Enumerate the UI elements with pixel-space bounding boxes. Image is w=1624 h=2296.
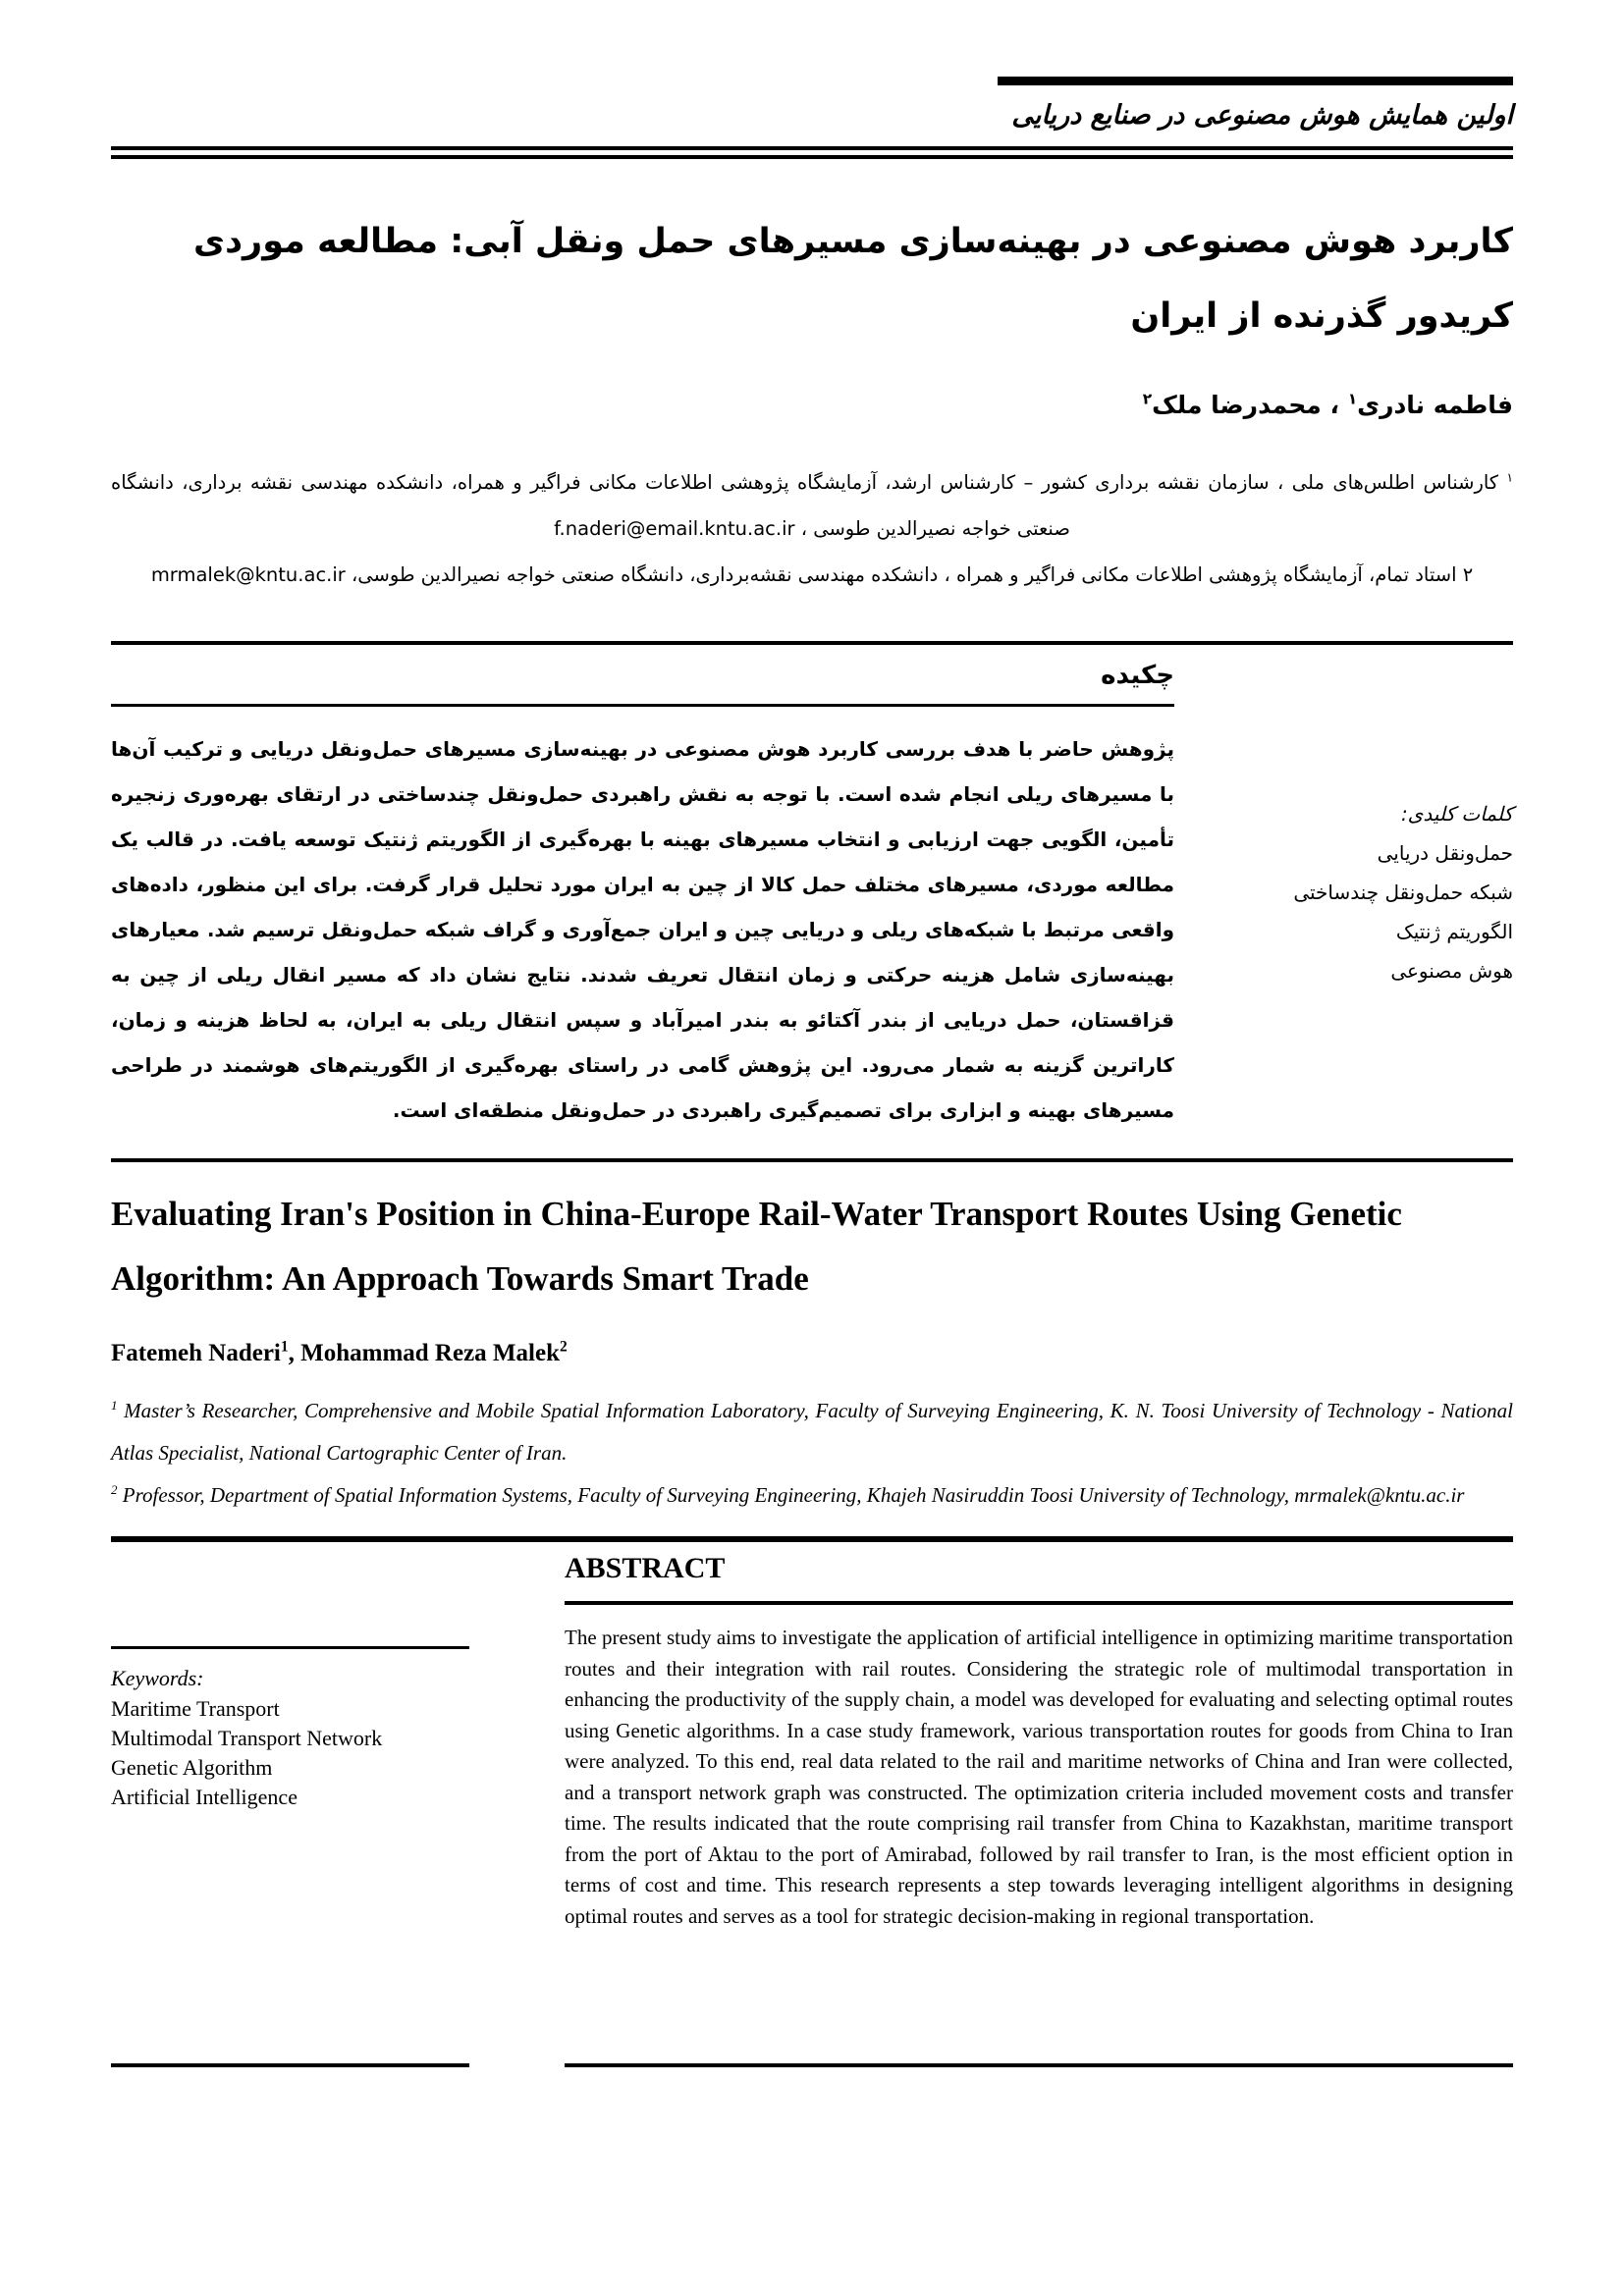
divider-below-fa-abstract <box>111 1158 1513 1162</box>
affiliation-fa-2-number: ۲ <box>1462 563 1474 586</box>
en-abstract-heading-underline <box>565 1601 1513 1605</box>
en-keyword-item: Maritime Transport <box>111 1696 280 1721</box>
fa-keyword-item: حمل‌ونقل دریایی <box>1377 841 1513 865</box>
en-keyword-item: Multimodal Transport Network <box>111 1726 383 1750</box>
en-abstract-section <box>111 1542 1513 2067</box>
fa-keywords-label: کلمات کلیدی: <box>1400 802 1513 826</box>
affiliation-en-2-text: Professor, Department of Spatial Information Systems, Faculty of Surveying Engineering, Khajeh Nasiruddin Toosi University of Technology, mrmalek@kntu.ac.ir <box>117 1483 1465 1507</box>
en-abstract-column <box>565 1542 1513 2067</box>
affiliation-fa-1 <box>111 459 1513 552</box>
affiliation-fa-2 <box>111 552 1513 598</box>
affiliation-en-1-superscript: 1 <box>111 1398 118 1413</box>
en-keyword-item: Genetic Algorithm <box>111 1755 273 1780</box>
author-fa-2-superscript: ۲ <box>1142 390 1153 408</box>
en-abstract-heading: ABSTRACT <box>565 1552 726 1584</box>
en-abstract-bottom-rule <box>565 2063 1513 2067</box>
fa-keyword-item: هوش مصنوعی <box>1390 959 1513 983</box>
conference-title: اولین همایش هوش مصنوعی در صنایع دریایی <box>1011 100 1513 131</box>
author-en-2-superscript: 2 <box>559 1338 568 1356</box>
en-keywords-top-rule <box>111 1646 469 1649</box>
fa-abstract-text: پژوهش حاضر با هدف بررسی کاربرد هوش مصنوعی در بهینه‌سازی مسیرهای حمل‌ونقل دریایی و ترکیب آن‌ها با مسیرهای ریلی انجام شده است. با توجه به نقش راهبردی حمل‌ونقل چندساختی در ارتقای بهره‌وری زنجیره تأمین، الگویی جهت ارزیابی و انتخاب مسیرهای بهینه با بهره‌گیری از الگوریتم ژنتیک توسعه یافت. در قالب یک مطالعه موردی، مسیرهای مختلف حمل کالا از چین به ایران مورد تحلیل قرار گرفت. برای این منظور، داده‌های واقعی مرتبط با شبکه‌های ریلی و دریایی چین و ایران جمع‌آوری و گراف شبکه حمل‌ونقل ترسیم شد. معیارهای بهینه‌سازی شامل هزینه حرکتی و زمان انتقال تعریف شدند. نتایج نشان داد که مسیر انقال ریلی از چین به قزاقستان، حمل دریایی از بندر آکتائو به بندر امیرآباد و سپس انتقال ریلی به ایران، به لحاظ هزینه و زمان، کاراترین گزینه به شمار می‌رود. این پژوهش گامی در راستای بهره‌گیری از الگوریتم‌های هوشمند در طراحی مسیرهای بهینه و ابزاری برای تصمیم‌گیری راهبردی در حمل‌ونقل منطقه‌ای است. <box>111 737 1174 1122</box>
author-en-2: Mohammad Reza Malek <box>300 1340 560 1366</box>
fa-keywords-column <box>1174 645 1513 1133</box>
header-top-bar <box>998 77 1513 85</box>
authors-fa-separator: ، <box>1321 391 1348 419</box>
affiliation-fa-1-superscript: ۱ <box>1506 470 1513 485</box>
affiliation-fa-2-text: استاد تمام، آزمایشگاه پژوهشی اطلاعات مکانی فراگیر و همراه ، دانشکده مهندسی نقشه‌برداری، دانشگاه صنعتی خواجه نصیرالدین طوسی، mrmalek@kntu.ac.ir <box>150 563 1463 586</box>
author-fa-1: فاطمه نادری <box>1357 391 1513 419</box>
fa-abstract-heading-underline <box>111 704 1174 707</box>
authors-en <box>111 1337 1513 1370</box>
affiliation-en-1 <box>111 1390 1513 1474</box>
paper-page <box>111 0 1513 2067</box>
authors-en-separator: , <box>288 1340 301 1366</box>
en-keywords-label: Keywords: <box>111 1666 204 1690</box>
en-keyword-item: Artificial Intelligence <box>111 1785 298 1809</box>
fa-abstract-heading: چکیده <box>1101 661 1174 690</box>
paper-title-fa: کاربرد هوش مصنوعی در بهینه‌سازی مسیرهای حمل ونقل آبی: مطالعه موردی کریدور گذرنده از ایران <box>193 222 1513 336</box>
fa-abstract-column <box>111 645 1174 1133</box>
en-keywords-bottom-rule <box>111 2063 469 2067</box>
author-en-1-superscript: 1 <box>280 1338 289 1356</box>
fa-keyword-item: الگوریتم ژنتیک <box>1395 920 1513 943</box>
header-double-divider <box>111 146 1513 159</box>
en-keywords-column <box>111 1542 469 2067</box>
author-fa-2: محمدرضا ملک <box>1152 391 1322 419</box>
en-abstract-text: The present study aims to investigate the application of artificial intelligence in optimizing maritime transportation routes and their integration with rail routes. Considering the strategic role of multimodal transportation in enhancing the productivity of the supply chain, a model was developed for evaluating and selecting optimal routes using Genetic algorithms. In a case study framework, various transportation routes for goods from China to Iran were analyzed. To this end, real data related to the rail and maritime networks of China and Iran were collected, and a transport network graph was constructed. The optimization criteria included movement costs and transfer time. The results indicated that the route comprising rail transfer from China to Kazakhstan, maritime transport from the port of Aktau to the port of Amirabad, followed by rail transfer to Iran, is the most efficient option in terms of cost and time. This research represents a step towards leveraging intelligent algorithms in designing optimal routes and serves as a tool for strategic decision-making in regional transportation. <box>565 1626 1513 1928</box>
fa-keyword-item: شبکه حمل‌ونقل چندساختی <box>1293 881 1513 904</box>
column-gap <box>469 1542 565 2067</box>
affiliations-fa <box>111 459 1513 598</box>
paper-title-en: Evaluating Iran's Position in China-Europe Rail-Water Transport Routes Using Genetic Algorithm: An Approach Towards Smart Trade <box>111 1195 1402 1298</box>
affiliation-en-1-text: Master’s Researcher, Comprehensive and Mobile Spatial Information Laboratory, Faculty of Surveying Engineering, K. N. Toosi University of Technology - National Atlas Specialist, National Cartographic Center of Iran. <box>111 1399 1513 1465</box>
affiliation-fa-1-text: کارشناس اطلس‌های ملی ، سازمان نقشه برداری کشور – کارشناس ارشد، آزمایشگاه پژوهشی اطلاعات مکانی فراگیر و همراه، دانشکده مهندسی نقشه برداری، دانشگاه صنعتی خواجه نصیرالدین طوسی ، f.naderi@email.kntu.ac.ir <box>111 471 1507 540</box>
fa-abstract-section <box>111 645 1513 1133</box>
affiliations-en <box>111 1390 1513 1517</box>
author-en-1: Fatemeh Naderi <box>111 1340 281 1366</box>
affiliation-en-2-superscript: 2 <box>111 1482 118 1497</box>
author-fa-1-superscript: ۱ <box>1347 390 1358 408</box>
affiliation-en-2 <box>111 1474 1513 1517</box>
authors-fa <box>111 389 1513 422</box>
